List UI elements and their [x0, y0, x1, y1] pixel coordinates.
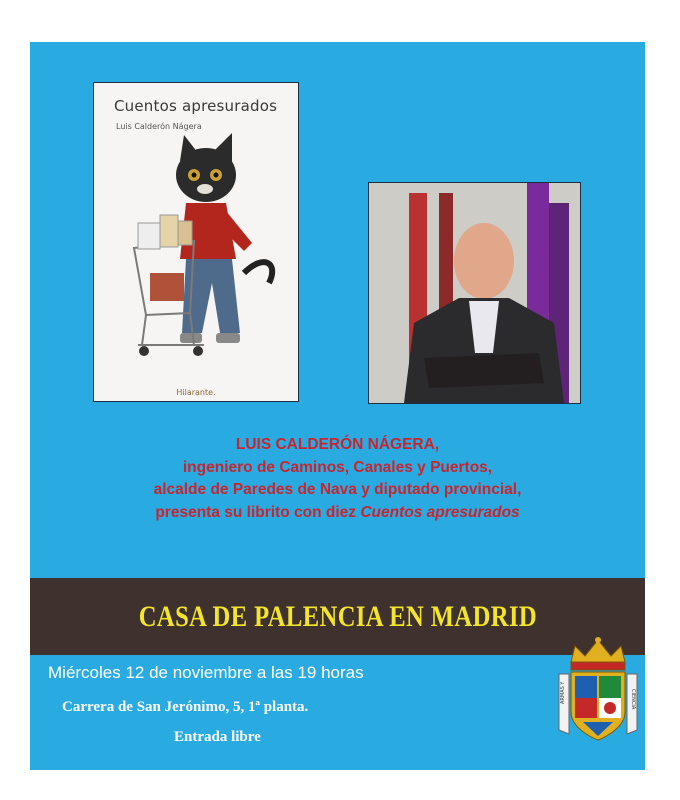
- book-author: Luis Calderón Nágera: [116, 122, 202, 131]
- poster: [30, 42, 645, 770]
- presenter-photo: [368, 182, 581, 404]
- event-admission: Entrada libre: [174, 729, 261, 745]
- crest-right-ribbon: CIENCIA: [630, 689, 636, 710]
- presentation-text: [30, 434, 645, 524]
- presentation-line: [30, 502, 645, 525]
- book-title-italic: Cuentos apresurados: [360, 503, 520, 521]
- presenter-profession: ingeniero de Caminos, Canales y Puertos,: [182, 458, 493, 476]
- presenter-name: LUIS CALDERÓN NÁGERA,: [235, 436, 440, 453]
- presenter-positions: alcalde de Paredes de Nava y diputado provincial,: [153, 481, 522, 498]
- event-date: Miércoles 12 de noviembre a las 19 horas: [48, 663, 364, 682]
- book-title: Cuentos apresurados: [114, 97, 278, 115]
- venue-name: CASA DE PALENCIA EN MADRID: [138, 599, 537, 633]
- event-address: Carrera de San Jerónimo, 5, 1ª planta.: [62, 699, 309, 715]
- book-cover: [93, 82, 299, 402]
- crest-left-ribbon: ARMAS Y: [560, 681, 566, 704]
- presentation-prefix: presenta su librito con diez: [155, 503, 361, 521]
- book-publisher: Hilarante.: [176, 388, 216, 397]
- palencia-coat-of-arms: [553, 634, 643, 744]
